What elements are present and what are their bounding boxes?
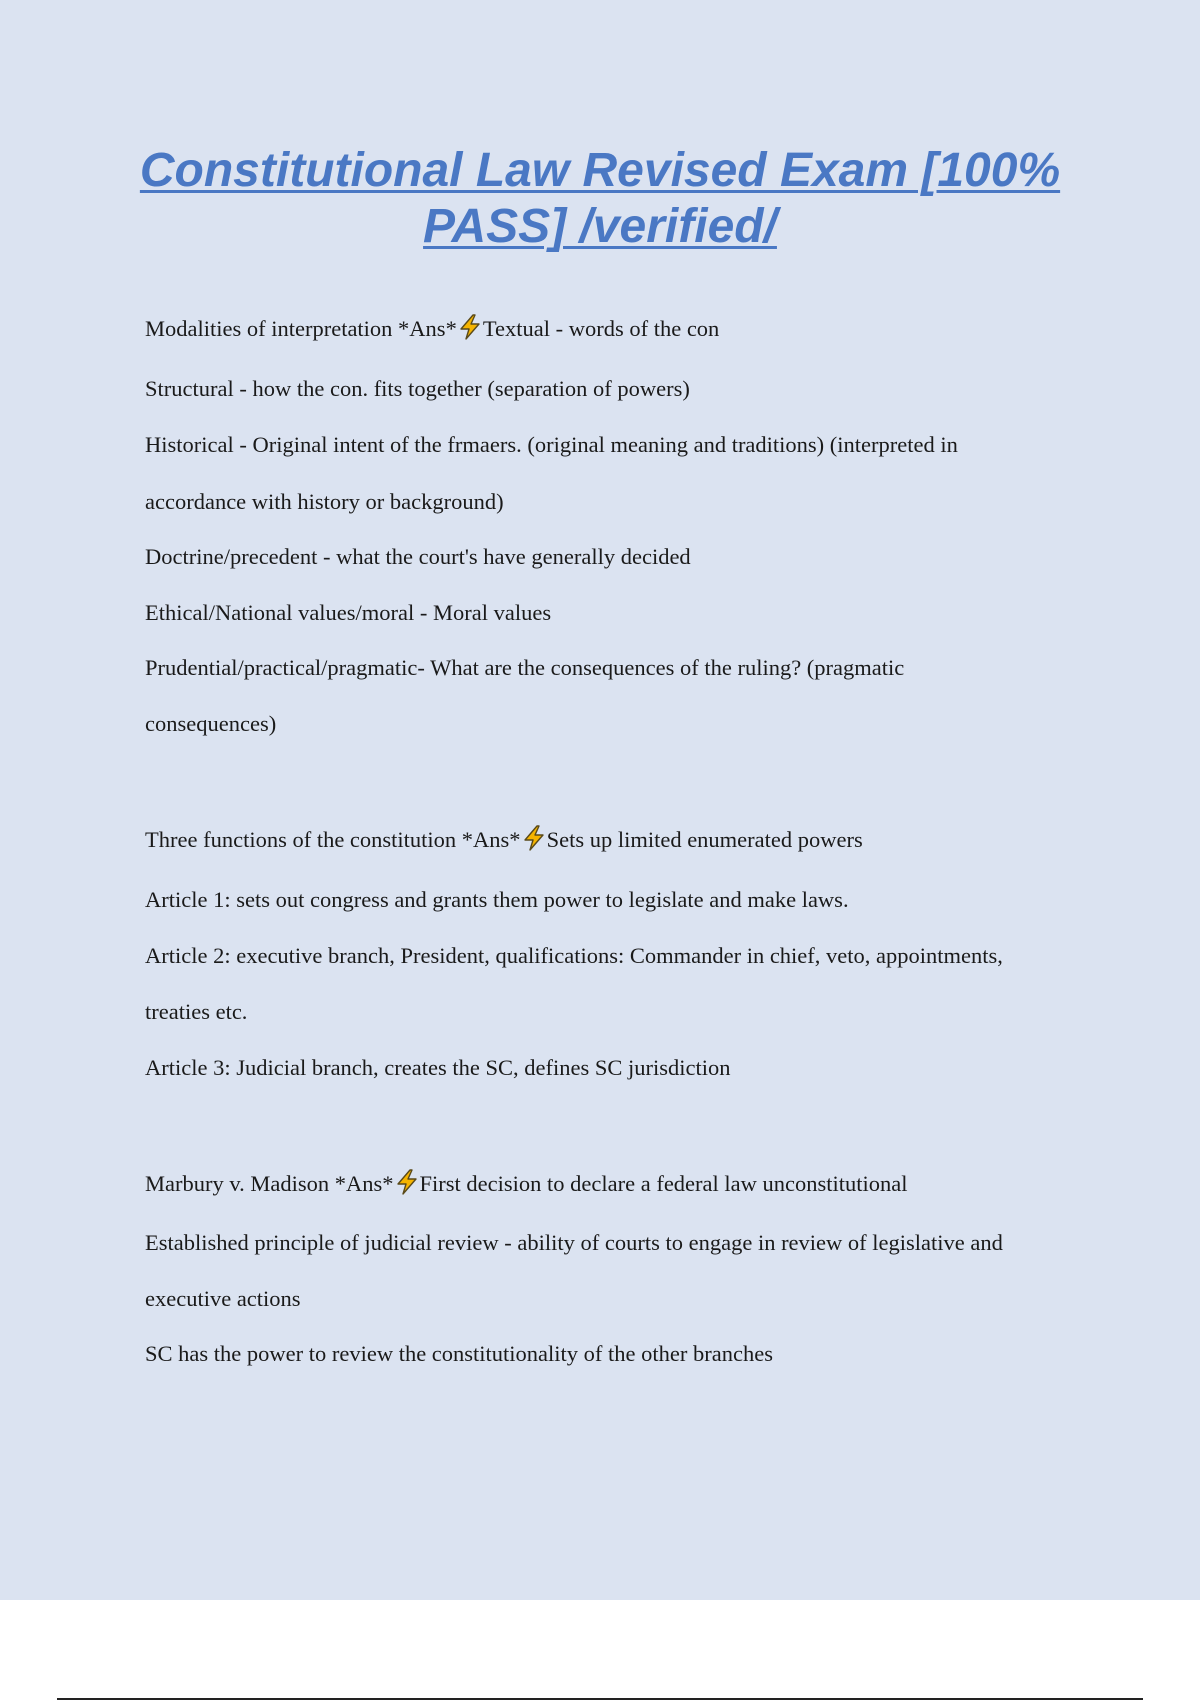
- answer-detail-line: Article 1: sets out congress and grants them power to legislate and make laws.: [145, 887, 849, 912]
- answer-detail-line: Article 3: Judicial branch, creates the SC, defines SC jurisdiction: [145, 1055, 731, 1080]
- answer-detail-line: consequences): [145, 711, 277, 736]
- qa-question-line: [145, 825, 1085, 853]
- lightning-bolt-icon: [395, 1169, 419, 1195]
- answer-detail-line: Doctrine/precedent - what the court's have generally decided: [145, 544, 691, 569]
- answer-detail-line: Ethical/National values/moral - Moral values: [145, 600, 552, 625]
- answer-detail-line: Structural - how the con. fits together (separation of powers): [145, 376, 690, 401]
- answer-detail-line: treaties etc.: [145, 999, 248, 1024]
- answer-detail-line: executive actions: [145, 1286, 301, 1311]
- answer-text: Textual - words of the con: [482, 316, 720, 341]
- answer-detail-line: SC has the power to review the constitutionality of the other branches: [145, 1341, 773, 1366]
- answer-detail-line: Historical - Original intent of the frmaers. (original meaning and traditions) (interpreted in: [145, 432, 958, 457]
- title-line-2: PASS] /verified/: [423, 200, 777, 253]
- answer-detail-line: Established principle of judicial review - ability of courts to engage in review of legislative and: [145, 1230, 1003, 1255]
- lightning-bolt-icon: [458, 314, 482, 340]
- question-text: Modalities of interpretation *Ans*: [145, 316, 457, 341]
- answer-text: Sets up limited enumerated powers: [546, 827, 863, 852]
- qa-question-line: [145, 1169, 1085, 1197]
- title-line-1: Constitutional Law Revised Exam [100%: [139, 144, 1061, 197]
- answer-detail-line: Prudential/practical/pragmatic- What are the consequences of the ruling? (pragmatic: [145, 655, 905, 680]
- question-text: Marbury v. Madison *Ans*: [145, 1171, 394, 1196]
- lightning-bolt-icon: [522, 825, 546, 851]
- document-title: [0, 143, 1200, 255]
- answer-detail-line: accordance with history or background): [145, 489, 504, 514]
- answer-text: First decision to declare a federal law unconstitutional: [419, 1171, 908, 1196]
- answer-detail-line: Article 2: executive branch, President, qualifications: Commander in chief, veto, appointments,: [145, 943, 1003, 968]
- qa-question-line: [145, 314, 1085, 342]
- question-text: Three functions of the constitution *Ans*: [145, 827, 521, 852]
